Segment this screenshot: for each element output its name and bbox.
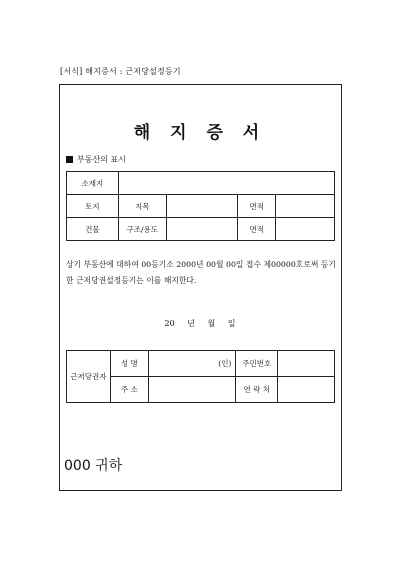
square-bullet-icon	[66, 156, 73, 163]
building-structure-label: 구조/용도	[118, 218, 166, 241]
contact-label: 연 락 처	[236, 377, 278, 403]
name-label: 성 명	[110, 351, 148, 377]
land-label: 토지	[67, 195, 119, 218]
seal-mark: (인)	[218, 359, 232, 368]
mortgagee-role-label: 근저당권자	[67, 351, 111, 403]
id-number-value-cell[interactable]	[278, 351, 335, 377]
land-area-label: 면적	[238, 195, 276, 218]
address-label: 주 소	[110, 377, 148, 403]
mortgagee-table	[66, 350, 335, 403]
name-value-cell[interactable]	[148, 351, 236, 377]
building-row	[67, 218, 335, 241]
building-structure-value-cell[interactable]	[166, 218, 238, 241]
building-label: 건물	[67, 218, 119, 241]
recipient-line: 000 귀하	[64, 458, 123, 474]
land-row	[67, 195, 335, 218]
land-category-label: 지목	[118, 195, 166, 218]
id-number-label: 주민번호	[236, 351, 278, 377]
building-area-value-cell[interactable]	[276, 218, 335, 241]
property-table	[66, 171, 335, 241]
section-heading	[66, 154, 126, 165]
mortgagee-name-row	[67, 351, 335, 377]
land-area-value-cell[interactable]	[276, 195, 335, 218]
address-value-cell[interactable]	[148, 377, 236, 403]
location-value-cell[interactable]	[118, 172, 334, 195]
section-heading-label: 부동산의 표시	[77, 155, 126, 164]
building-area-label: 면적	[238, 218, 276, 241]
location-label: 소재지	[67, 172, 119, 195]
date-line: 20 년 월 일	[164, 319, 236, 328]
land-category-value-cell[interactable]	[166, 195, 238, 218]
document-title: 해 지 증 서	[133, 123, 267, 143]
form-caption: [서식] 해지증서 : 근저당설정등기	[60, 67, 181, 76]
contact-value-cell[interactable]	[278, 377, 335, 403]
location-row	[67, 172, 335, 195]
body-paragraph: 상기 부동산에 대하여 00등기소 2000년 00월 00일 접수 제00000호로써 등기한 근저당권설정등기는 이를 해지한다.	[66, 260, 336, 285]
